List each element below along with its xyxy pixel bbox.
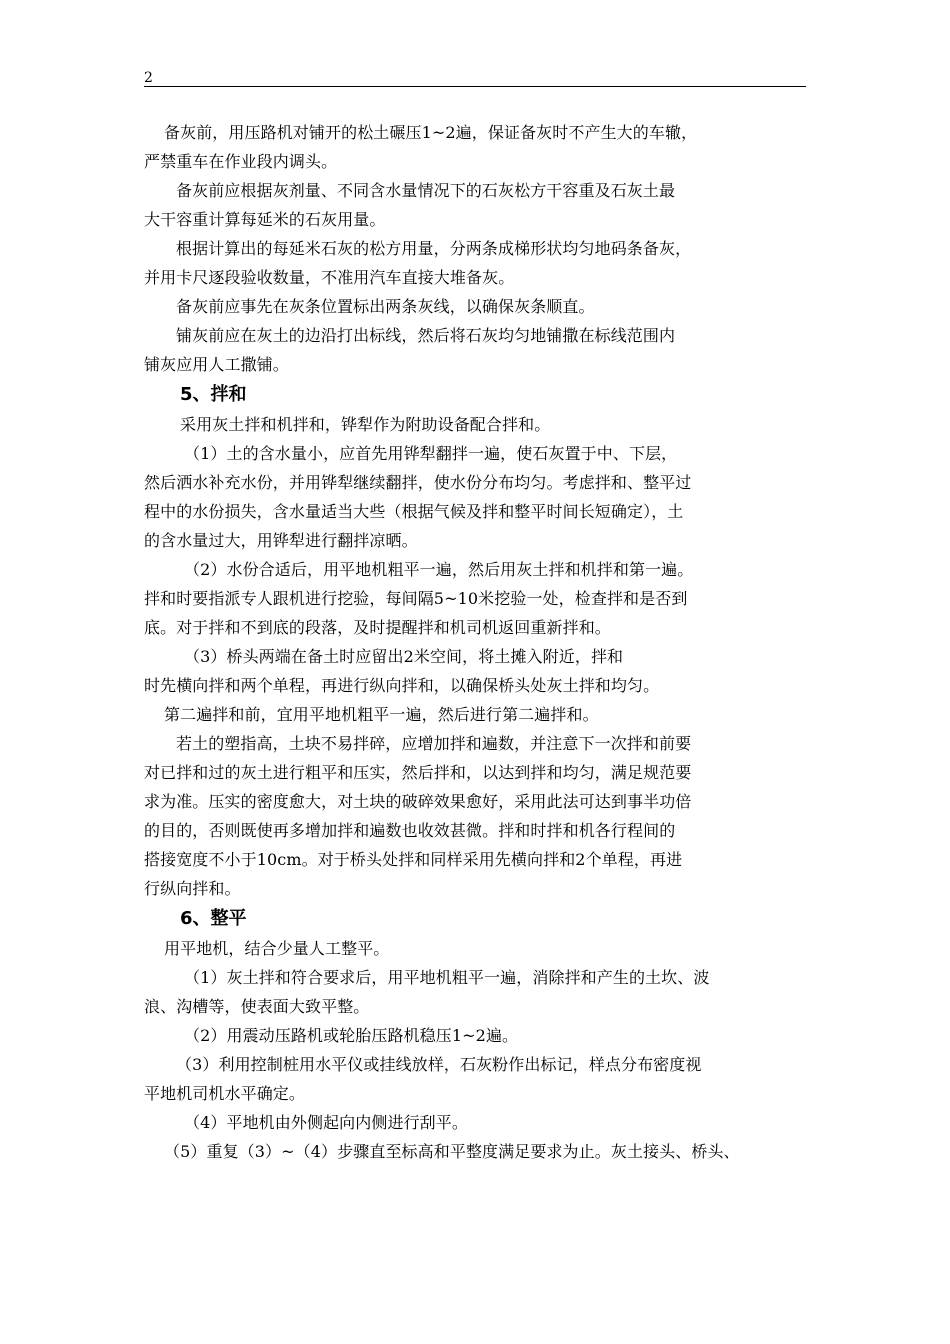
paragraph-line: 底。对于拌和不到底的段落，及时提醒拌和机司机返回重新拌和。 (144, 618, 611, 637)
paragraph-line: （2）用震动压路机或轮胎压路机稳压1~2遍。 (184, 1026, 519, 1045)
paragraph-line: 行纵向拌和。 (144, 879, 241, 898)
paragraph-line: 铺灰应用人工撒铺。 (144, 355, 289, 374)
header-rule (144, 86, 806, 87)
paragraph-line: 若土的塑指高，土块不易拌碎，应增加拌和遍数，并注意下一次拌和前要 (176, 734, 692, 753)
paragraph-line: 严禁重车在作业段内调头。 (144, 152, 338, 171)
paragraph-line: 拌和时要指派专人跟机进行挖验，每间隔5~10米挖验一处，检查拌和是否到 (144, 589, 688, 608)
paragraph-line: （3）利用控制桩用水平仪或挂线放样，石灰粉作出标记，样点分布密度视 (176, 1055, 702, 1074)
document-body (144, 118, 784, 1166)
section-heading-5: 5、拌和 (180, 384, 247, 405)
paragraph-line: 备灰前，用压路机对铺开的松土碾压1~2遍，保证备灰时不产生大的车辙， (164, 123, 698, 142)
paragraph-line: （5）重复（3）~（4）步骤直至标高和平整度满足要求为止。灰土接头、桥头、 (164, 1142, 740, 1161)
paragraph-line: 的含水量过大，用铧犁进行翻拌凉晒。 (144, 531, 418, 550)
paragraph-line: 并用卡尺逐段验收数量，不准用汽车直接大堆备灰。 (144, 268, 515, 287)
paragraph-line: 用平地机，结合少量人工整平。 (164, 939, 390, 958)
paragraph-line: 第二遍拌和前，宜用平地机粗平一遍，然后进行第二遍拌和。 (164, 705, 599, 724)
paragraph-line: 根据计算出的每延米石灰的松方用量，分两条成梯形状均匀地码条备灰， (176, 239, 692, 258)
paragraph-line: 采用灰土拌和机拌和，铧犁作为附助设备配合拌和。 (180, 415, 551, 434)
paragraph-line: （1）土的含水量小，应首先用铧犁翻拌一遍，使石灰置于中、下层， (184, 444, 678, 463)
section-heading-6: 6、整平 (180, 908, 247, 929)
paragraph-line: 备灰前应根据灰剂量、不同含水量情况下的石灰松方干容重及石灰土最 (176, 181, 676, 200)
paragraph-line: 平地机司机水平确定。 (144, 1084, 306, 1103)
paragraph-line: 时先横向拌和两个单程，再进行纵向拌和，以确保桥头处灰土拌和均匀。 (144, 676, 660, 695)
paragraph-line: （2）水份合适后，用平地机粗平一遍，然后用灰土拌和机拌和第一遍。 (184, 560, 694, 579)
paragraph-line: 浪、沟槽等，使表面大致平整。 (144, 997, 370, 1016)
paragraph-line: （1）灰土拌和符合要求后，用平地机粗平一遍，消除拌和产生的土坎、波 (184, 968, 710, 987)
paragraph-line: 对已拌和过的灰土进行粗平和压实，然后拌和，以达到拌和均匀，满足规范要 (144, 763, 692, 782)
paragraph-line: 求为准。压实的密度愈大，对土块的破碎效果愈好，采用此法可达到事半功倍 (144, 792, 692, 811)
paragraph-line: （4）平地机由外侧起向内侧进行刮平。 (184, 1113, 468, 1132)
paragraph-line: 备灰前应事先在灰条位置标出两条灰线，以确保灰条顺直。 (176, 297, 595, 316)
paragraph-line: 的目的，否则既使再多增加拌和遍数也收效甚微。拌和时拌和机各行程间的 (144, 821, 676, 840)
paragraph-line: 大干容重计算每延米的石灰用量。 (144, 210, 386, 229)
paragraph-line: 搭接宽度不小于10cm。对于桥头处拌和同样采用先横向拌和2个单程，再进 (144, 850, 683, 869)
paragraph-line: 然后洒水补充水份，并用铧犁继续翻拌，使水份分布均匀。考虑拌和、整平过 (144, 473, 692, 492)
paragraph-line: 程中的水份损失，含水量适当大些（根据气候及拌和整平时间长短确定），土 (144, 502, 684, 521)
paragraph-line: （3）桥头两端在备土时应留出2米空间，将土摊入附近，拌和 (184, 647, 624, 666)
page-number: 2 (144, 70, 153, 86)
paragraph-line: 铺灰前应在灰土的边沿打出标线，然后将石灰均匀地铺撒在标线范围内 (176, 326, 676, 345)
